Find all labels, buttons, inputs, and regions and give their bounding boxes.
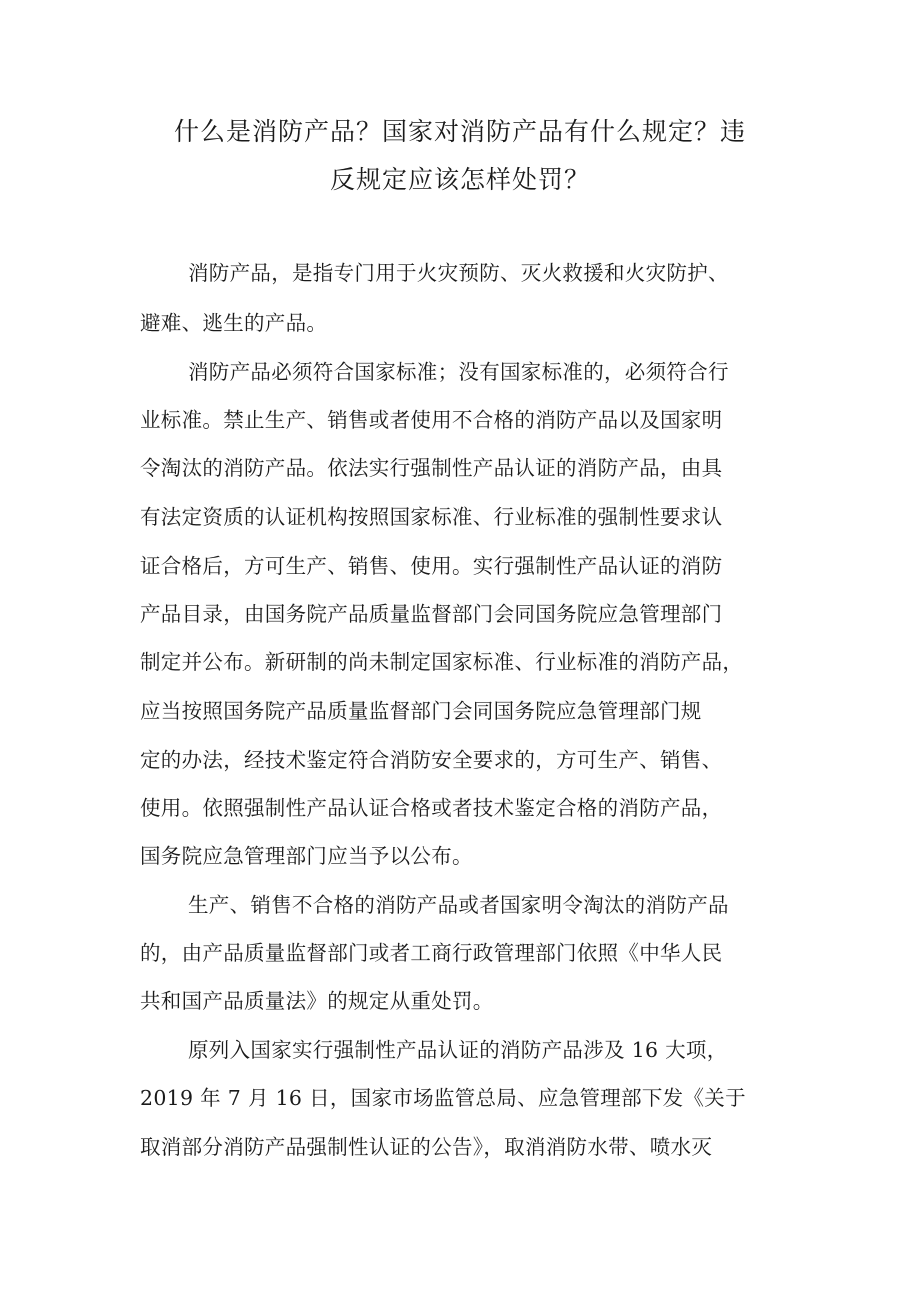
paragraph-2-line-10: 使用。依照强制性产品认证合格或者技术鉴定合格的消防产品， — [140, 796, 723, 820]
paragraph-2-line-4: 有法定资质的认证机构按照国家标准、行业标准的强制性要求认 — [140, 505, 723, 529]
paragraph-2-line-6: 产品目录，由国务院产品质量监督部门会同国务院应急管理部门 — [140, 602, 723, 626]
paragraph-1-line-1: 消防产品，是指专门用于火灾预防、灭火救援和火灾防护、 — [188, 261, 729, 285]
paragraph-4-line-2: 2019 年 7 月 16 日，国家市场监管总局、应急管理部下发《关于 — [140, 1086, 746, 1110]
paragraph-3-line-1: 生产、销售不合格的消防产品或者国家明令淘汰的消防产品 — [188, 893, 729, 917]
paragraph-4-line-3: 取消部分消防产品强制性认证的公告》，取消消防水带、喷水灭 — [140, 1135, 713, 1159]
paragraph-4-line-1: 原列入国家实行强制性产品认证的消防产品涉及 16 大项， — [188, 1038, 728, 1062]
paragraph-1-line-2: 避难、逃生的产品。 — [140, 311, 328, 335]
paragraph-2-line-11: 国务院应急管理部门应当予以公布。 — [140, 844, 473, 868]
paragraph-2-line-2: 业标准。禁止生产、销售或者使用不合格的消防产品以及国家明 — [140, 408, 723, 432]
paragraph-2-line-9: 定的办法，经技术鉴定符合消防安全要求的，方可生产、销售、 — [140, 748, 723, 772]
paragraph-2-line-7: 制定并公布。新研制的尚未制定国家标准、行业标准的消防产品， — [140, 650, 744, 674]
paragraph-2-line-1: 消防产品必须符合国家标准；没有国家标准的，必须符合行 — [188, 360, 729, 384]
paragraph-2-line-5: 证合格后，方可生产、销售、使用。实行强制性产品认证的消防 — [140, 554, 723, 578]
document-title-line-1: 什么是消防产品？国家对消防产品有什么规定？违 — [173, 117, 746, 146]
paragraph-2-line-3: 令淘汰的消防产品。依法实行强制性产品认证的消防产品，由具 — [140, 456, 723, 480]
paragraph-3-line-3: 共和国产品质量法》的规定从重处罚。 — [140, 989, 494, 1013]
paragraph-3-line-2: 的，由产品质量监督部门或者工商行政管理部门依照《中华人民 — [140, 941, 723, 965]
paragraph-2-line-8: 应当按照国务院产品质量监督部门会同国务院应急管理部门规 — [140, 699, 702, 723]
document-title-line-2: 反规定应该怎样处罚？ — [329, 165, 590, 194]
